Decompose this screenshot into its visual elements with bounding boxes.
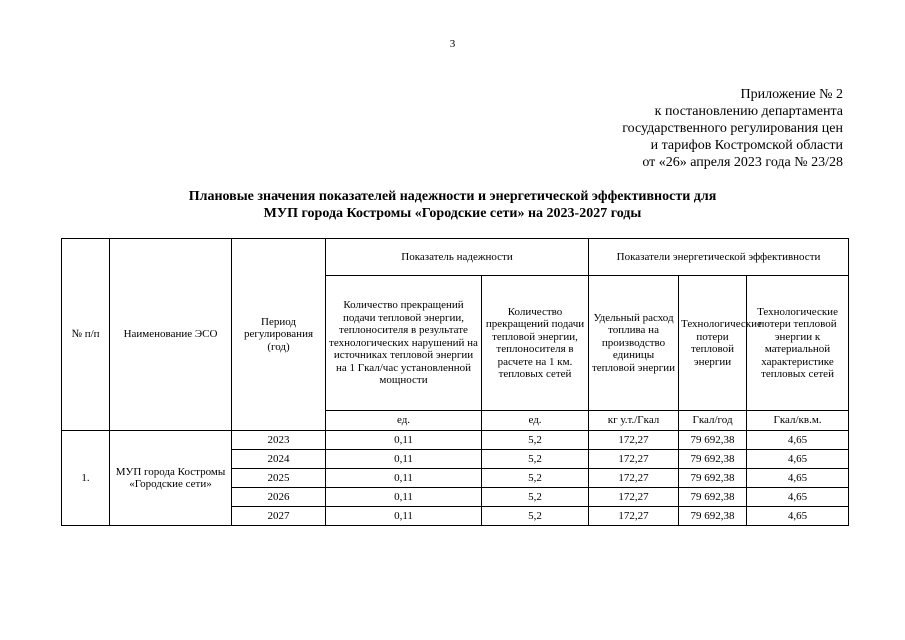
indicators-table: [61, 238, 849, 526]
header-outages-source: Количество прекращений подачи тепловой энергии, теплоносителя в результате технологических нарушений на источниках тепловой энергии на 1 Гкал/час установленной мощности: [326, 276, 482, 411]
value-cell: 4,65: [747, 488, 849, 507]
value-cell: 5,2: [482, 450, 589, 469]
year-cell: 2024: [232, 450, 326, 469]
value-cell: 0,11: [326, 450, 482, 469]
unit-cell: ед.: [482, 411, 589, 431]
value-cell: 0,11: [326, 507, 482, 526]
value-cell: 172,27: [589, 507, 679, 526]
value-cell: 79 692,38: [679, 469, 747, 488]
header-period: Период регулирования (год): [232, 239, 326, 431]
value-cell: 79 692,38: [679, 488, 747, 507]
year-cell: 2026: [232, 488, 326, 507]
document-title: [0, 189, 905, 222]
unit-cell: кг у.т./Гкал: [589, 411, 679, 431]
value-cell: 172,27: [589, 469, 679, 488]
value-cell: 172,27: [589, 431, 679, 450]
year-cell: 2027: [232, 507, 326, 526]
entity-num: 1.: [62, 431, 110, 526]
header-reliability-group: Показатель надежности: [326, 239, 589, 276]
unit-cell: Гкал/кв.м.: [747, 411, 849, 431]
appendix-line: от «26» апреля 2023 года № 23/28: [642, 155, 843, 170]
unit-cell: Гкал/год: [679, 411, 747, 431]
header-efficiency-group: Показатели энергетической эффективности: [589, 239, 849, 276]
value-cell: 172,27: [589, 450, 679, 469]
value-cell: 172,27: [589, 488, 679, 507]
unit-cell: ед.: [326, 411, 482, 431]
value-cell: 0,11: [326, 488, 482, 507]
entity-name: МУП города Костромы «Городские сети»: [110, 431, 232, 526]
year-cell: 2025: [232, 469, 326, 488]
header-losses-material: Технологические потери тепловой энергии к материальной характеристике тепловых сетей: [747, 276, 849, 411]
header-row-groups: [62, 239, 849, 276]
appendix-block: [622, 86, 843, 171]
title-line: МУП города Костромы «Городские сети» на 2023-2027 годы: [263, 205, 642, 221]
value-cell: 4,65: [747, 469, 849, 488]
header-outages-network: Количество прекращений подачи тепловой энергии, теплоносителя в расчете на 1 км. тепловых сетей: [482, 276, 589, 411]
value-cell: 0,11: [326, 469, 482, 488]
value-cell: 4,65: [747, 507, 849, 526]
value-cell: 4,65: [747, 431, 849, 450]
value-cell: 79 692,38: [679, 450, 747, 469]
value-cell: 79 692,38: [679, 431, 747, 450]
header-tech-losses: Технологические потери тепловой энергии: [679, 276, 747, 411]
page-number: 3: [449, 38, 456, 50]
value-cell: 5,2: [482, 431, 589, 450]
year-cell: 2023: [232, 431, 326, 450]
value-cell: 5,2: [482, 469, 589, 488]
header-fuel-rate: Удельный расход топлива на производство единицы тепловой энергии: [589, 276, 679, 411]
appendix-line: к постановлению департамента: [654, 104, 843, 119]
value-cell: 0,11: [326, 431, 482, 450]
value-cell: 4,65: [747, 450, 849, 469]
title-line: Плановые значения показателей надежности и энергетической эффективности для: [188, 189, 717, 204]
value-cell: 5,2: [482, 507, 589, 526]
header-name: Наименование ЭСО: [110, 239, 232, 431]
appendix-line: и тарифов Костромской области: [650, 138, 843, 153]
header-num: № п/п: [62, 239, 110, 431]
appendix-line: Приложение № 2: [740, 87, 843, 102]
table-row: [62, 431, 849, 450]
value-cell: 79 692,38: [679, 507, 747, 526]
appendix-line: государственного регулирования цен: [622, 121, 843, 136]
value-cell: 5,2: [482, 488, 589, 507]
